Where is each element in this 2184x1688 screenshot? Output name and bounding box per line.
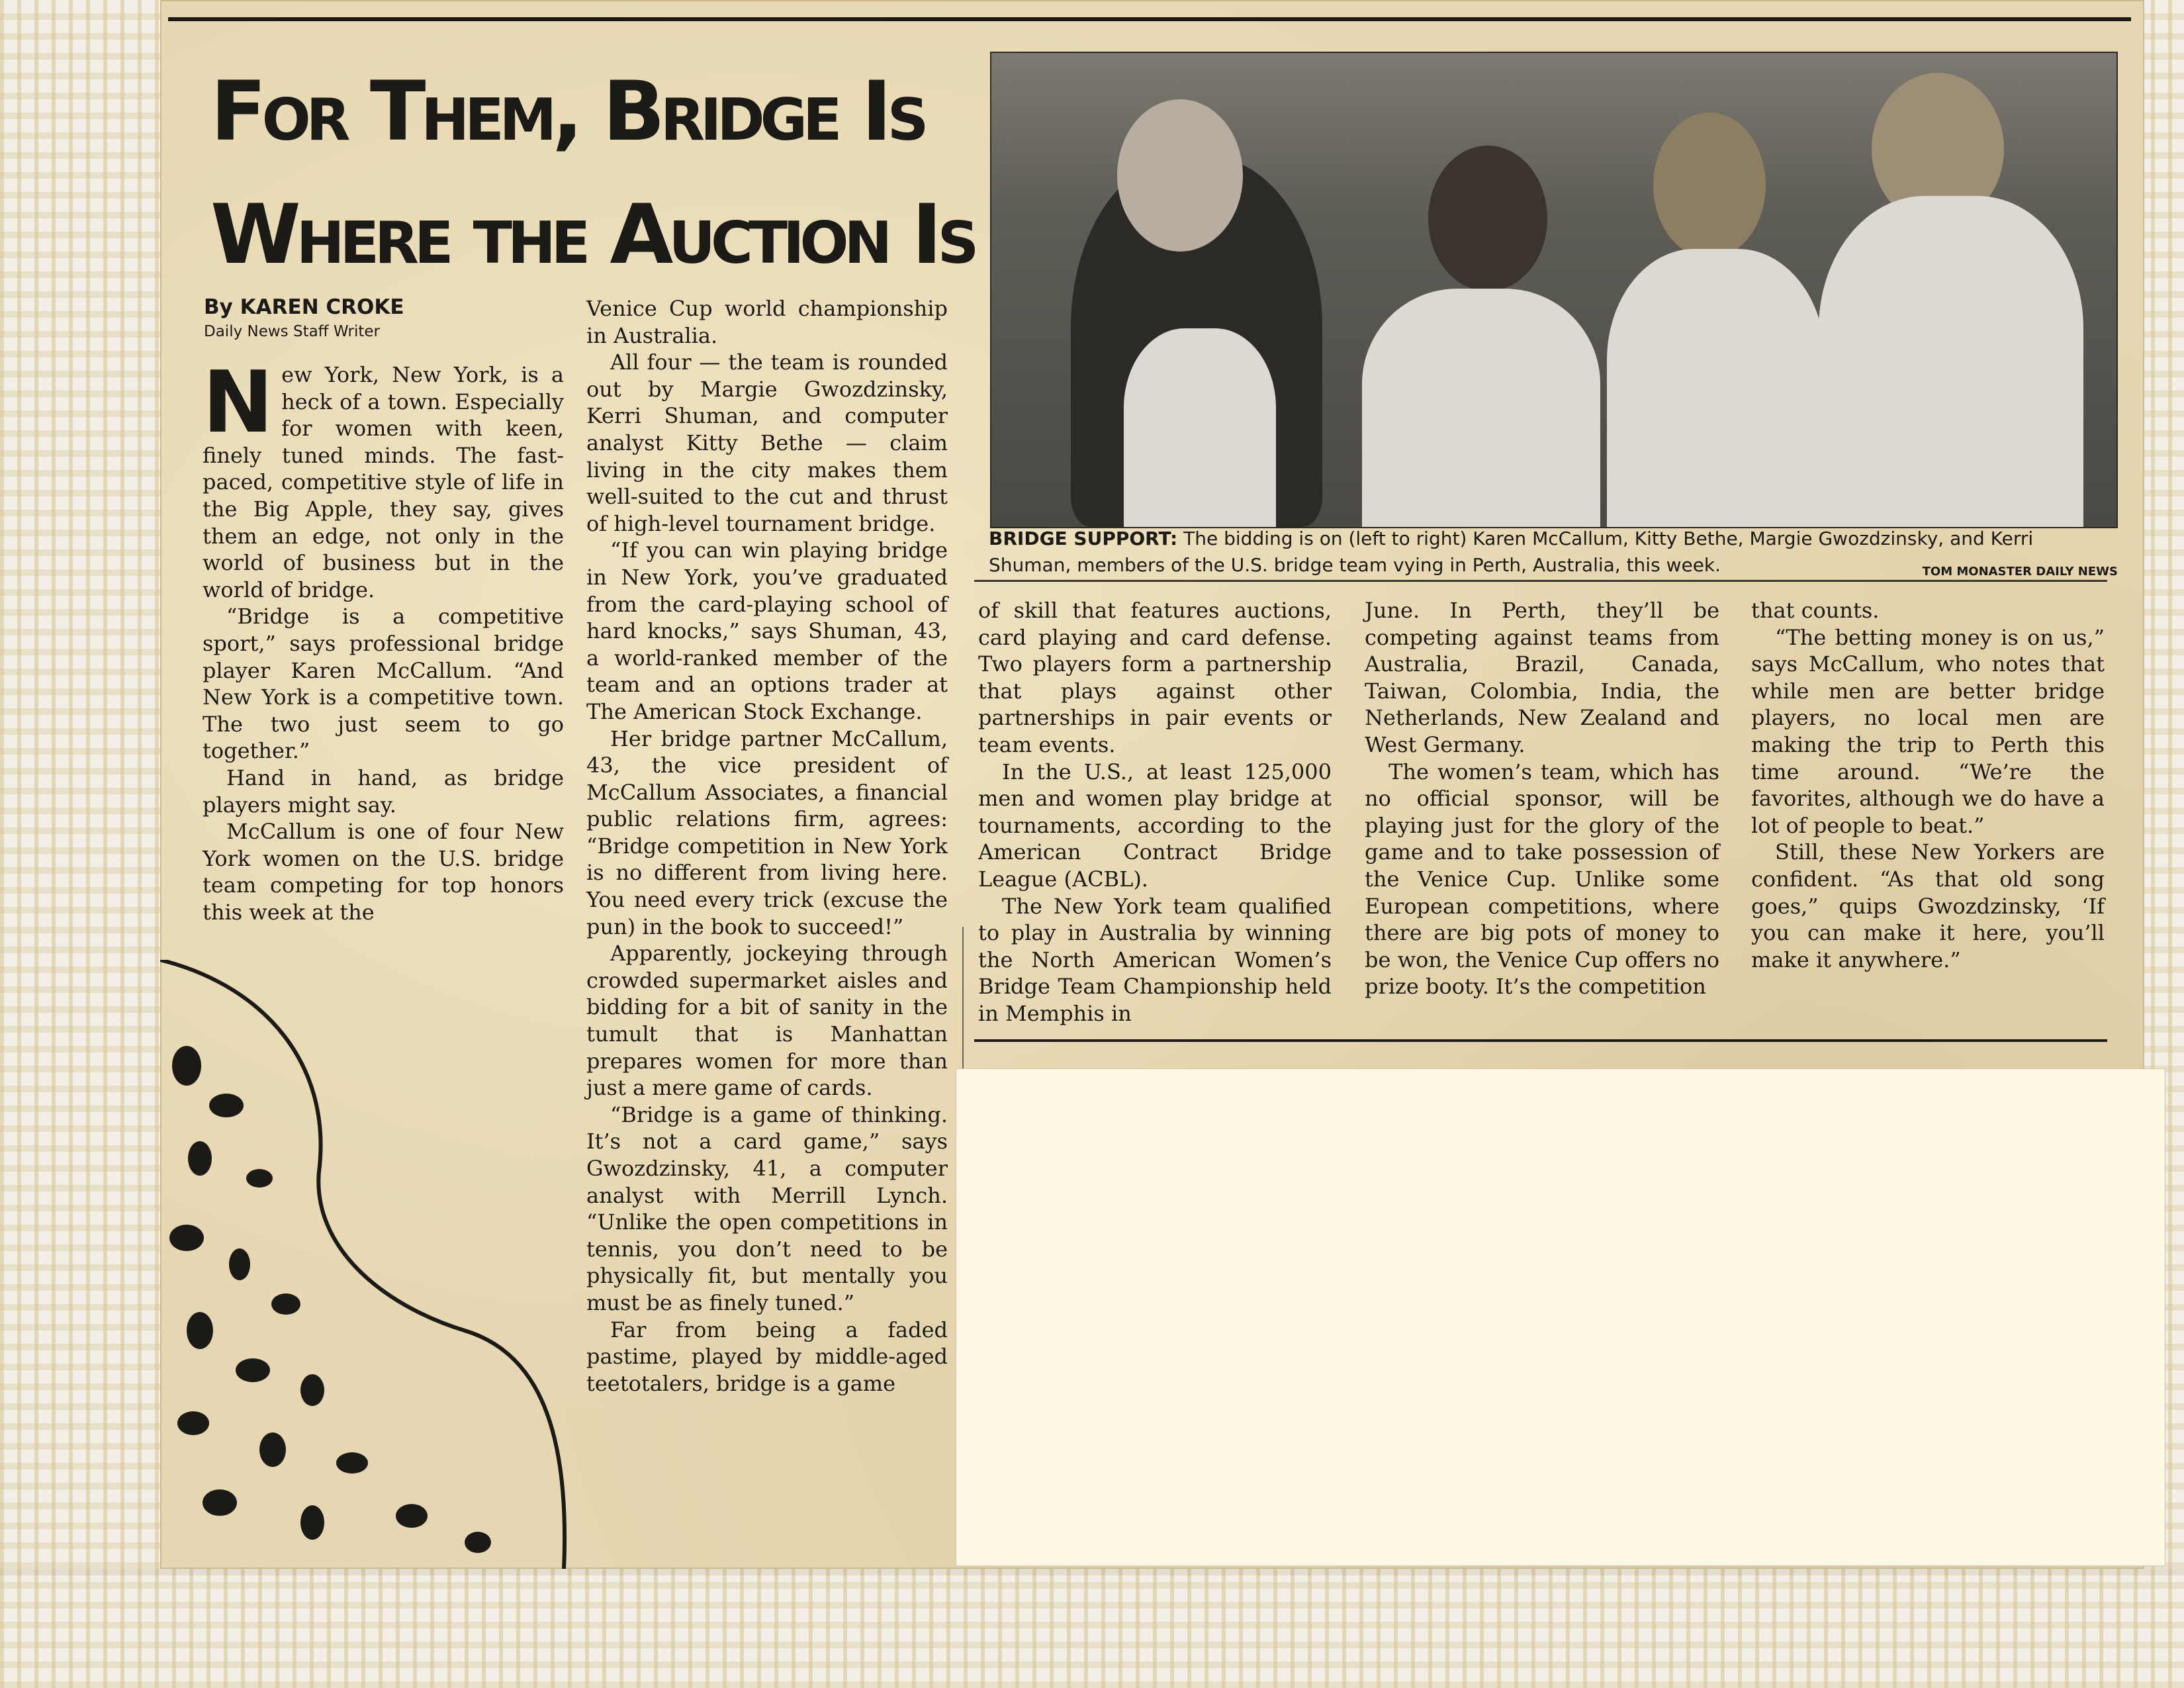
paragraph: Her bridge partner McCallum, 43, the vice president of McCallum Associates, a financial public relations firm, agrees: “Bridge competition in New York is no different from living here. You need every trick (excuse the pun) in the book to succeed!”	[586, 726, 948, 939]
paragraph: “The betting money is on us,” says McCallum, who notes that while men are better bridge players, no local men are making the trip to Perth this time around. “We’re the favorites, although we do have a lot of people to beat.”	[1751, 624, 2105, 838]
leopard-illustration	[160, 960, 577, 1569]
byline-role: Daily News Staff Writer	[204, 323, 381, 340]
person-shirt	[1819, 196, 2083, 527]
paragraph: “Bridge is a competitive sport,” says professional bridge player Karen McCallum. “And New York is a competitive town. The two just seem to go together.”	[203, 604, 564, 764]
paragraph: Venice Cup world championship in Australia.	[586, 296, 948, 348]
byline	[204, 295, 574, 340]
paragraph: “Bridge is a game of thinking. It’s not a card game,” says Gwozdzinsky, 41, a computer analyst with Merrill Lynch. “Unlike the open competitions in tennis, you don’t need to be physically fit, but mentally you must be as finely tuned.”	[586, 1102, 948, 1315]
drop-cap: N	[203, 353, 274, 452]
paragraph: In the U.S., at least 125,000 men and women play bridge at tournaments, according to the American Contract Bridge League (ACBL).	[978, 759, 1332, 892]
person-head	[1653, 113, 1766, 258]
person-shirt	[1362, 289, 1600, 527]
clipping-edge-shadow	[0, 1569, 2184, 1575]
article-column-5	[1751, 597, 2105, 973]
photo-caption	[989, 526, 2118, 585]
paragraph: Far from being a faded pastime, played by middle-aged teetotalers, bridge is a game	[586, 1317, 948, 1396]
paragraph: June. In Perth, they’ll be competing against teams from Australia, Brazil, Canada, Taiwan, Colombia, India, the Netherlands, New Zealand and West Germany.	[1365, 598, 1719, 757]
bottom-rule	[974, 1039, 2107, 1042]
byline-author: By KAREN CROKE	[204, 295, 404, 319]
paragraph: The women’s team, which has no official sponsor, will be playing just for the glory of the game and to take possession of the Venice Cup. Unlike some European competitions, where there are big pots of money to be won, the Venice Cup offers no prize booty. It’s the competition	[1365, 759, 1719, 1000]
paragraph: that counts.	[1751, 598, 1880, 623]
redacted-area	[956, 1068, 2165, 1566]
paragraph-text: ew York, New York, is a heck of a town. Especially for women with keen, finely tuned minds. The fast-paced, competitive style of life in the Big Apple, they say, gives them an edge, not only in the world of business but in the world of bridge.	[203, 362, 564, 602]
headline-line-1: For Them, Bridge Is	[210, 64, 925, 160]
person-head	[1428, 146, 1547, 291]
headline-line-2: Where the Auction Is	[210, 187, 975, 283]
paragraph: “If you can win playing bridge in New York, you’ve graduated from the card-playing school of hard knocks,” says Shuman, 43, a world-ranked member of the team and an options trader at The American Stock Exchange.	[586, 538, 948, 724]
photo-credit: TOM MONASTER DAILY NEWS	[1922, 565, 2118, 579]
person-shirt	[1607, 249, 1825, 527]
article-column-2	[586, 295, 948, 1397]
paragraph: Hand in hand, as bridge players might say.	[203, 765, 564, 818]
article-column-4	[1365, 597, 1719, 1000]
paragraph: McCallum is one of four New York women on the U.S. bridge team competing for top honors this week at the	[203, 819, 564, 925]
person-shirt	[1124, 328, 1276, 527]
team-photo	[990, 52, 2118, 528]
article-column-3	[978, 597, 1332, 1027]
paragraph: of skill that features auctions, card playing and card defense. Two players form a partnership that plays against other partnerships in pair events or team events.	[978, 598, 1332, 757]
paragraph: Apparently, jockeying through crowded supermarket aisles and bidding for a bit of sanity in the tumult that is Manhattan prepares women for more than just a mere game of cards.	[586, 941, 948, 1101]
person-head	[1117, 99, 1243, 252]
top-rule	[168, 17, 2131, 21]
caption-text: The bidding is on (left to right) Karen McCallum, Kitty Bethe, Margie Gwozdzinsky, and Kerri Shuman, members of the U.S. bridge team vying in Perth, Australia, this week.	[989, 528, 2034, 576]
paragraph: The New York team qualified to play in Australia by winning the North American Women’s Bridge Team Championship held in Memphis in	[978, 893, 1332, 1026]
paragraph: All four — the team is rounded out by Margie Gwozdzinsky, Kerri Shuman, and computer analyst Kitty Bethe — claim living in the city makes them well-suited to the cut and thrust of high-level tournament bridge.	[586, 350, 948, 536]
article-column-1	[203, 353, 564, 925]
paragraph	[203, 353, 564, 603]
caption-label: BRIDGE SUPPORT:	[989, 528, 1178, 549]
section-rule	[974, 580, 2107, 582]
paragraph: Still, these New Yorkers are confident. “As that old song goes,” quips Gwozdzinsky, ‘If you can make it here, you’ll make it anywhere.”	[1751, 839, 2105, 972]
